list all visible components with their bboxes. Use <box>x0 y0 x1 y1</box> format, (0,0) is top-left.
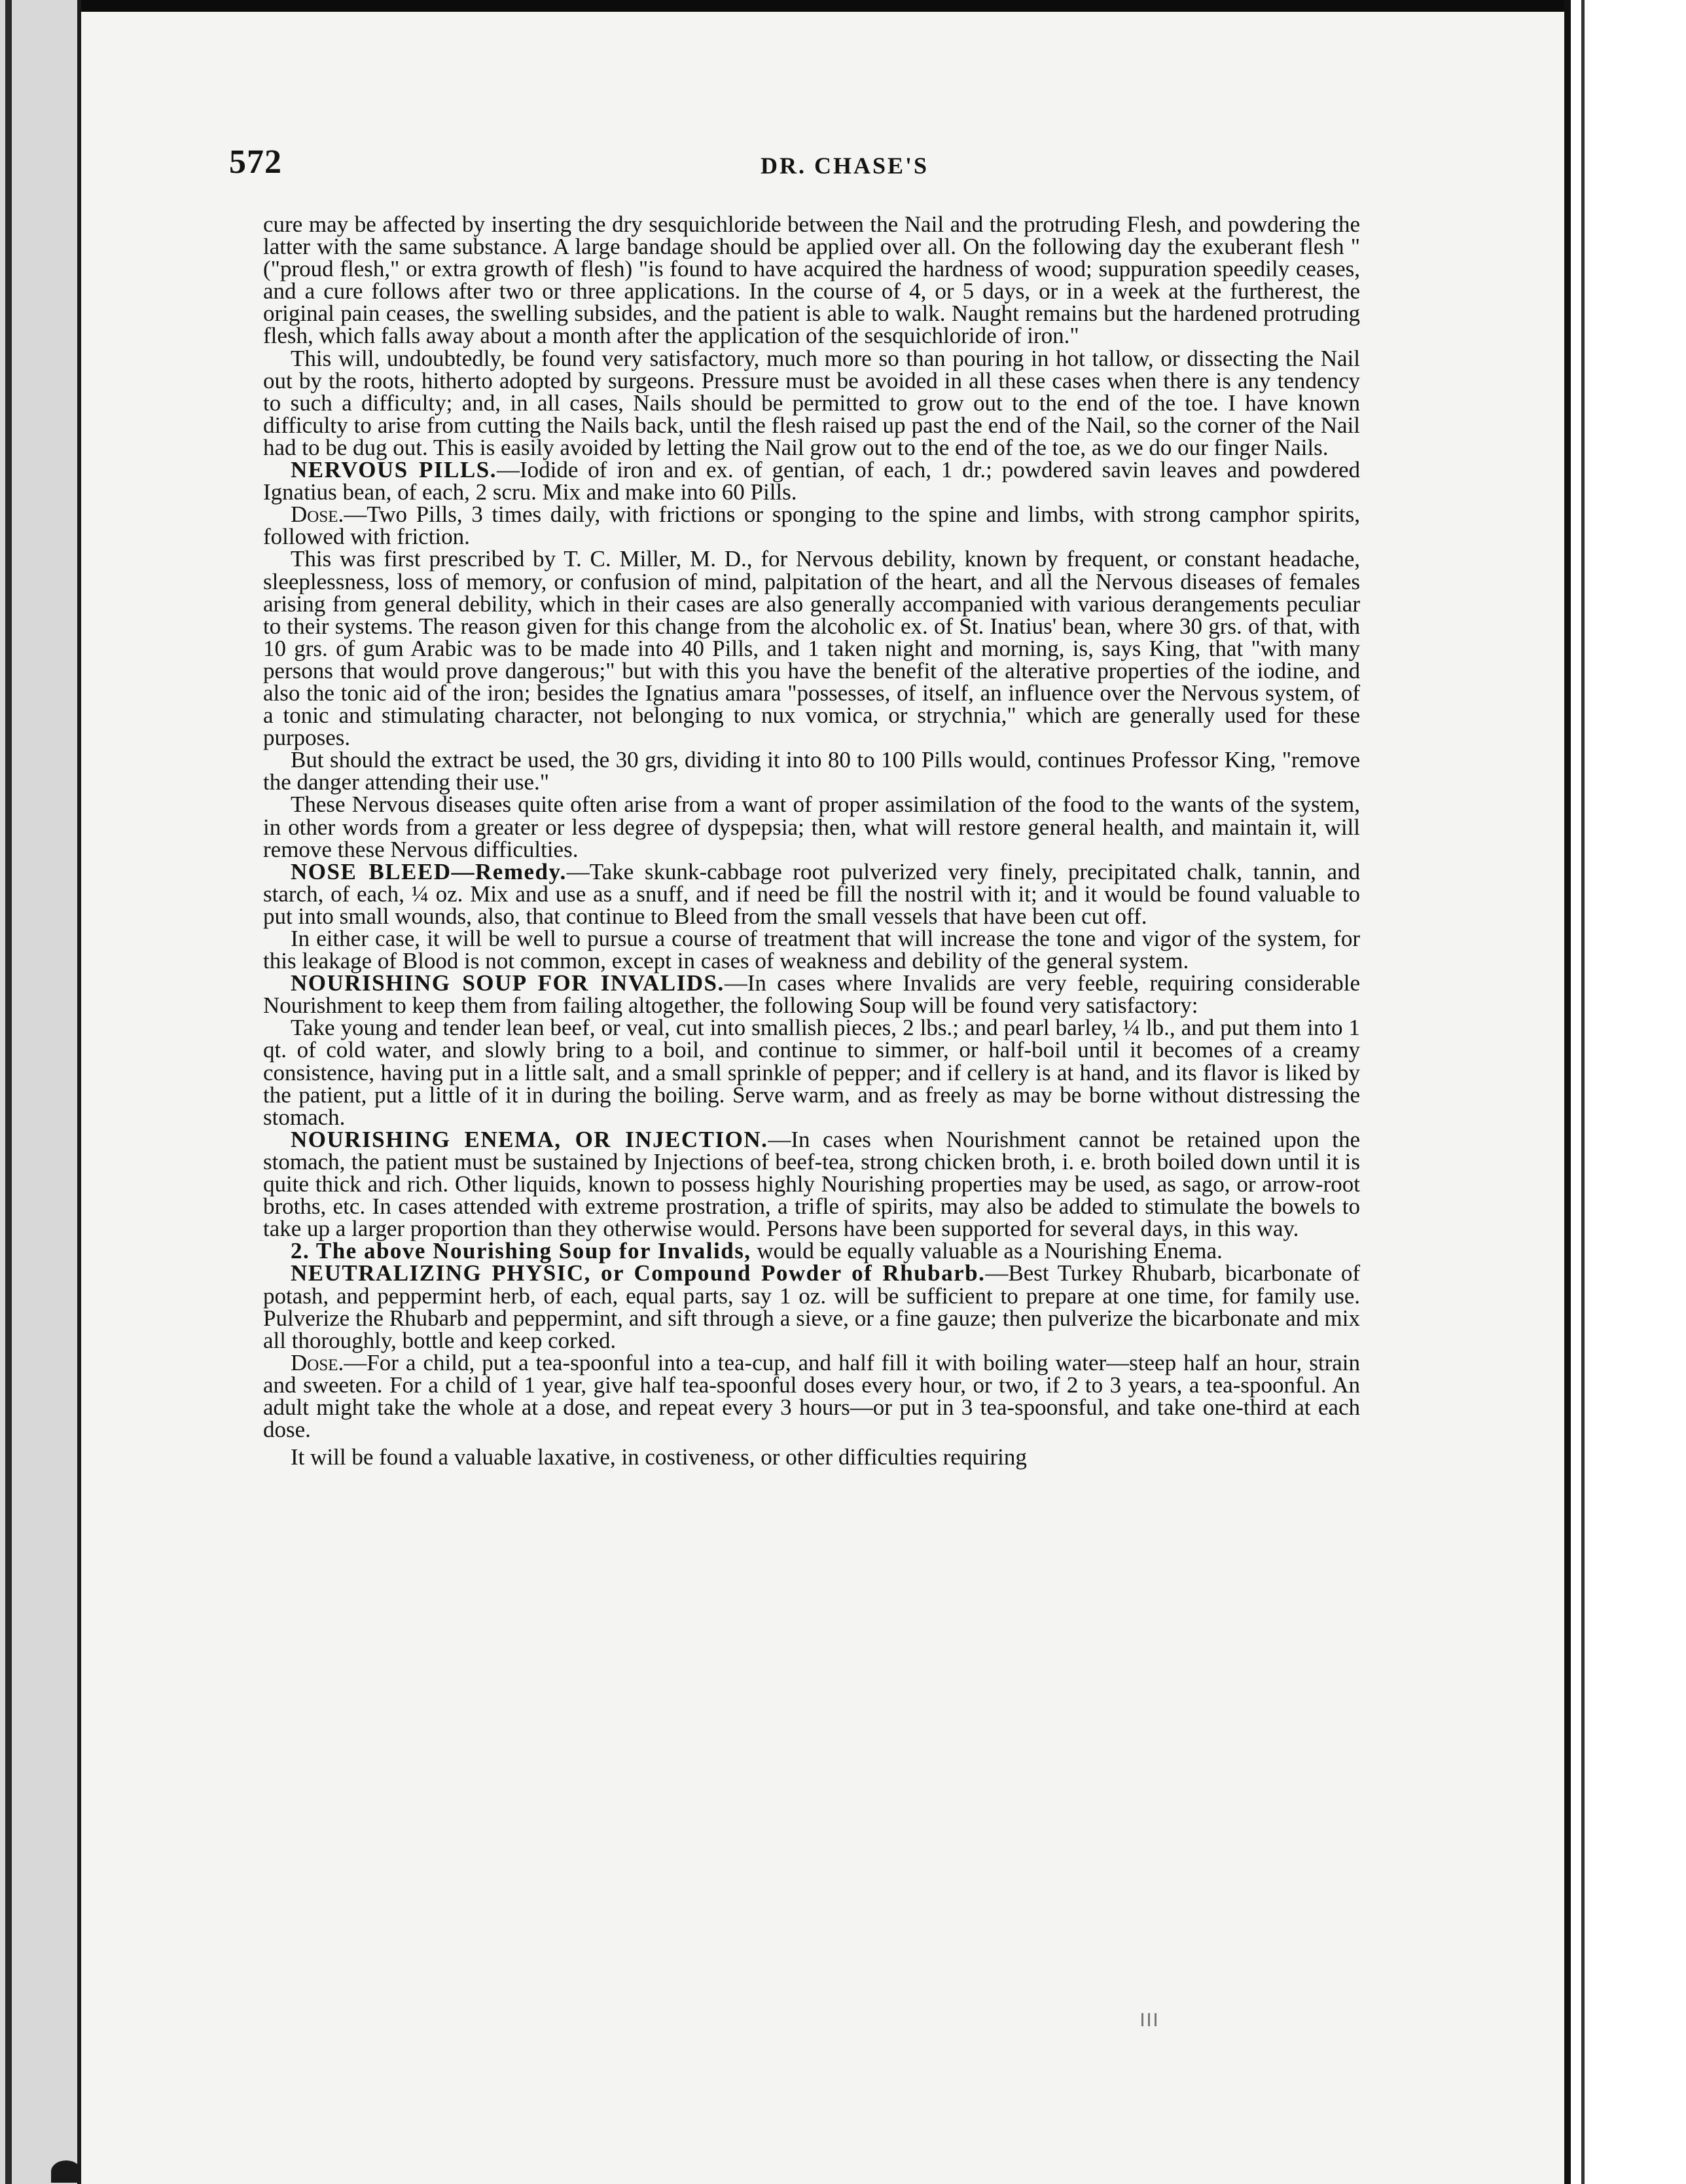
running-head: DR. CHASE'S <box>761 153 929 179</box>
paragraph-text: —In cases when Nourishment cannot be retained upon the stomach, the patient must be sustained by Injections of beef-tea, strong chicken broth, i. e. broth boiled down until it is quite thick and rich. Other liquids, known to possess highly Nourishing properties may be used, as sago, or arrow-root broths, etc. In cases attended with extreme prostration, a trifle of spirits, may also be added to stimulate the bowels to take up a larger proportion than they otherwise would. Persons have been supported for several days, in this way. <box>263 1126 1360 1242</box>
paragraph-text: would be equally valuable as a Nourishing Enema. <box>751 1238 1223 1264</box>
paragraph-text: These Nervous diseases quite often arise from a want of proper assimilation of the food to the wants of the system, in other words from a greater or less degree of dyspepsia; then, what will restore general health, and maintain it, will remove these Nervous difficulties. <box>263 792 1360 862</box>
page-number: 572 <box>229 143 282 181</box>
entry-nourishing-soup <box>263 972 1360 1017</box>
entry-nose-bleed <box>263 858 1360 929</box>
entry-heading: 2. The above Nourishing Soup for Invalids, <box>291 1238 751 1264</box>
paragraph-nose-bleed-treatment <box>263 928 1360 972</box>
dose-label: Dose. <box>291 501 344 528</box>
entry-soup-as-enema <box>263 1240 1360 1262</box>
scan-border-left <box>0 0 81 2184</box>
paragraph-nervous-pills-dose <box>263 503 1360 548</box>
entry-heading: NEUTRALIZING PHYSIC, or Compound Powder of Rhubarb. <box>291 1260 986 1286</box>
scan-specks <box>1139 2013 1158 2026</box>
paragraph-text: —In cases where Invalids are very feeble, requiring considerable Nourishment to keep them from failing altogether, the following Soup will be found very satisfactory: <box>263 970 1360 1019</box>
entry-heading: NERVOUS PILLS. <box>291 457 497 483</box>
entry-heading: NOURISHING ENEMA, OR INJECTION. <box>291 1126 768 1152</box>
paragraph-text: —Iodide of iron and ex. of gentian, of each, 1 dr.; powdered savin leaves and powdered Ignatius bean, of each, 2 scru. Mix and make into 60 Pills. <box>263 457 1360 505</box>
entry-heading: NOURISHING SOUP FOR INVALIDS. <box>291 970 725 996</box>
paragraph-nail-cure <box>263 213 1360 348</box>
entry-heading: NOSE BLEED—Remedy. <box>291 858 567 884</box>
paragraph-text: —Two Pills, 3 times daily, with frictions or sponging to the spine and limbs, with strong camphor spirits, followed with friction. <box>263 501 1360 550</box>
page-body <box>263 213 1360 1468</box>
scan-corner-mark <box>51 2160 81 2183</box>
page-header <box>229 143 1381 189</box>
paragraph-text: This will, undoubtedly, be found very satisfactory, much more so than pouring in hot tallow, or dissecting the Nail out by the roots, hitherto adopted by surgeons. Pressure must be avoided in all these cases when there is any tendency to such a difficulty; and, in all cases, Nails should be permitted to grow out to the end of the toe. I have known difficulty to arise from cutting the Nails back, until the flesh raised up past the end of the Nail, so the corner of the Nail had to be dug out. This is easily avoided by letting the Nail grow out to the end of the toe, as we do our finger Nails. <box>263 345 1360 460</box>
paragraph-text: —For a child, put a tea-spoonful into a tea-cup, and half fill it with boiling water—steep half an hour, strain and sweeten. For a child of 1 year, give half tea-spoonful doses every hour, or two, if 2 to 3 years, a tea-spoonful. An adult might take the whole at a dose, and repeat every 3 hours—or put in 3 tea-spoonsful, and take one-third at each dose. <box>263 1349 1360 1443</box>
paragraph-text: Take young and tender lean beef, or veal, cut into smallish pieces, 2 lbs.; and pearl barley, ¼ lb., and put them into 1 qt. of cold water, and slowly bring to a boil, and continue to simmer, or half-boil until it becomes of a creamy consistence, having put in a little salt, and a small sprinkle of pepper; and if cellery is at hand, and its flavor is liked by the patient, put a little of it in during the boiling. Serve warm, and as freely as may be borne without distressing the stomach. <box>263 1015 1360 1130</box>
entry-nourishing-enema <box>263 1126 1360 1242</box>
paragraph-text: In either case, it will be well to pursue a course of treatment that will increase the tone and vigor of the system, for this leakage of Blood is not common, except in cases of weakness and debility of the general system. <box>263 926 1360 974</box>
scan-border-top <box>0 0 1686 12</box>
paragraph-physic-laxative <box>263 1446 1360 1468</box>
paragraph-nervous-diseases <box>263 793 1360 860</box>
paragraph-physic-dose <box>263 1349 1360 1443</box>
paragraph-nervous-pills-history <box>263 548 1360 749</box>
paragraph-text: —Best Turkey Rhubarb, bicarbonate of potash, and peppermint herb, of each, equal parts, say 1 oz. will be sufficient to prepare at one time, for family use. Pulverize the Rhubarb and peppermint, and sift through a sieve, or a fine gauze; then pulverize the bicarbonate and mix all thoroughly, bottle and keep corked. <box>263 1260 1360 1353</box>
paragraph-nervous-pills-extract <box>263 749 1360 793</box>
paragraph-soup-recipe <box>263 1017 1360 1128</box>
paragraph-text: But should the extract be used, the 30 grs, dividing it into 80 to 100 Pills would, continues Professor King, "remove the danger attending their use." <box>263 747 1360 795</box>
paragraph-text: cure may be affected by inserting the dry sesquichloride between the Nail and the protruding Flesh, and powdering the latter with the same substance. A large bandage should be applied over all. On the following day the exuberant flesh " ("proud flesh," or extra growth of flesh) "is found to have acquired the hardness of wood; suppuration speedily ceases, and a cure follows after two or three applications. In the course of 4, or 5 days, or in a week at the furtherest, the original pain ceases, the swelling subsides, and the patient is able to walk. Naught remains but the hardened protruding flesh, which falls away about a month after the application of the sesquichloride of iron." <box>263 211 1360 349</box>
dose-label: Dose. <box>291 1349 344 1375</box>
entry-neutralizing-physic <box>263 1262 1360 1351</box>
paragraph-nail-advice <box>263 345 1360 460</box>
paragraph-text: —Take skunk-cabbage root pulverized very finely, precipitated chalk, tannin, and starch, of each, ¼ oz. Mix and use as a snuff, and if need be fill the nostril with it; and it would be found valuable to put into small wounds, also, that continue to Bleed from the small vessels that have been cut off. <box>263 858 1360 929</box>
paragraph-text: This was first prescribed by T. C. Miller, M. D., for Nervous debility, known by frequent, or constant headache, sleeplessness, loss of memory, or confusion of mind, palpitation of the heart, and all the Nervous diseases of females arising from general debility, which in their cases are also generally accompanied with various derangements peculiar to their systems. The reason given for this change from the alcoholic ex. of St. Inatius' bean, where 30 grs. of that, with 10 grs. of gum Arabic was to be made into 40 Pills, and 1 taken night and morning, is, says King, that "with many persons that would prove dangerous;" but with this you have the benefit of the alterative properties of the iodine, and also the tonic aid of the iron; besides the Ignatius amara "possesses, of itself, an influence over the Nervous system, of a tonic and stimulating character, not belonging to nux vomica, or strychnia," which are generally used for these purposes. <box>263 546 1360 751</box>
entry-nervous-pills <box>263 459 1360 503</box>
scan-border-right <box>1564 0 1686 2184</box>
paragraph-text: It will be found a valuable laxative, in costiveness, or other difficulties requiring <box>291 1444 1027 1470</box>
